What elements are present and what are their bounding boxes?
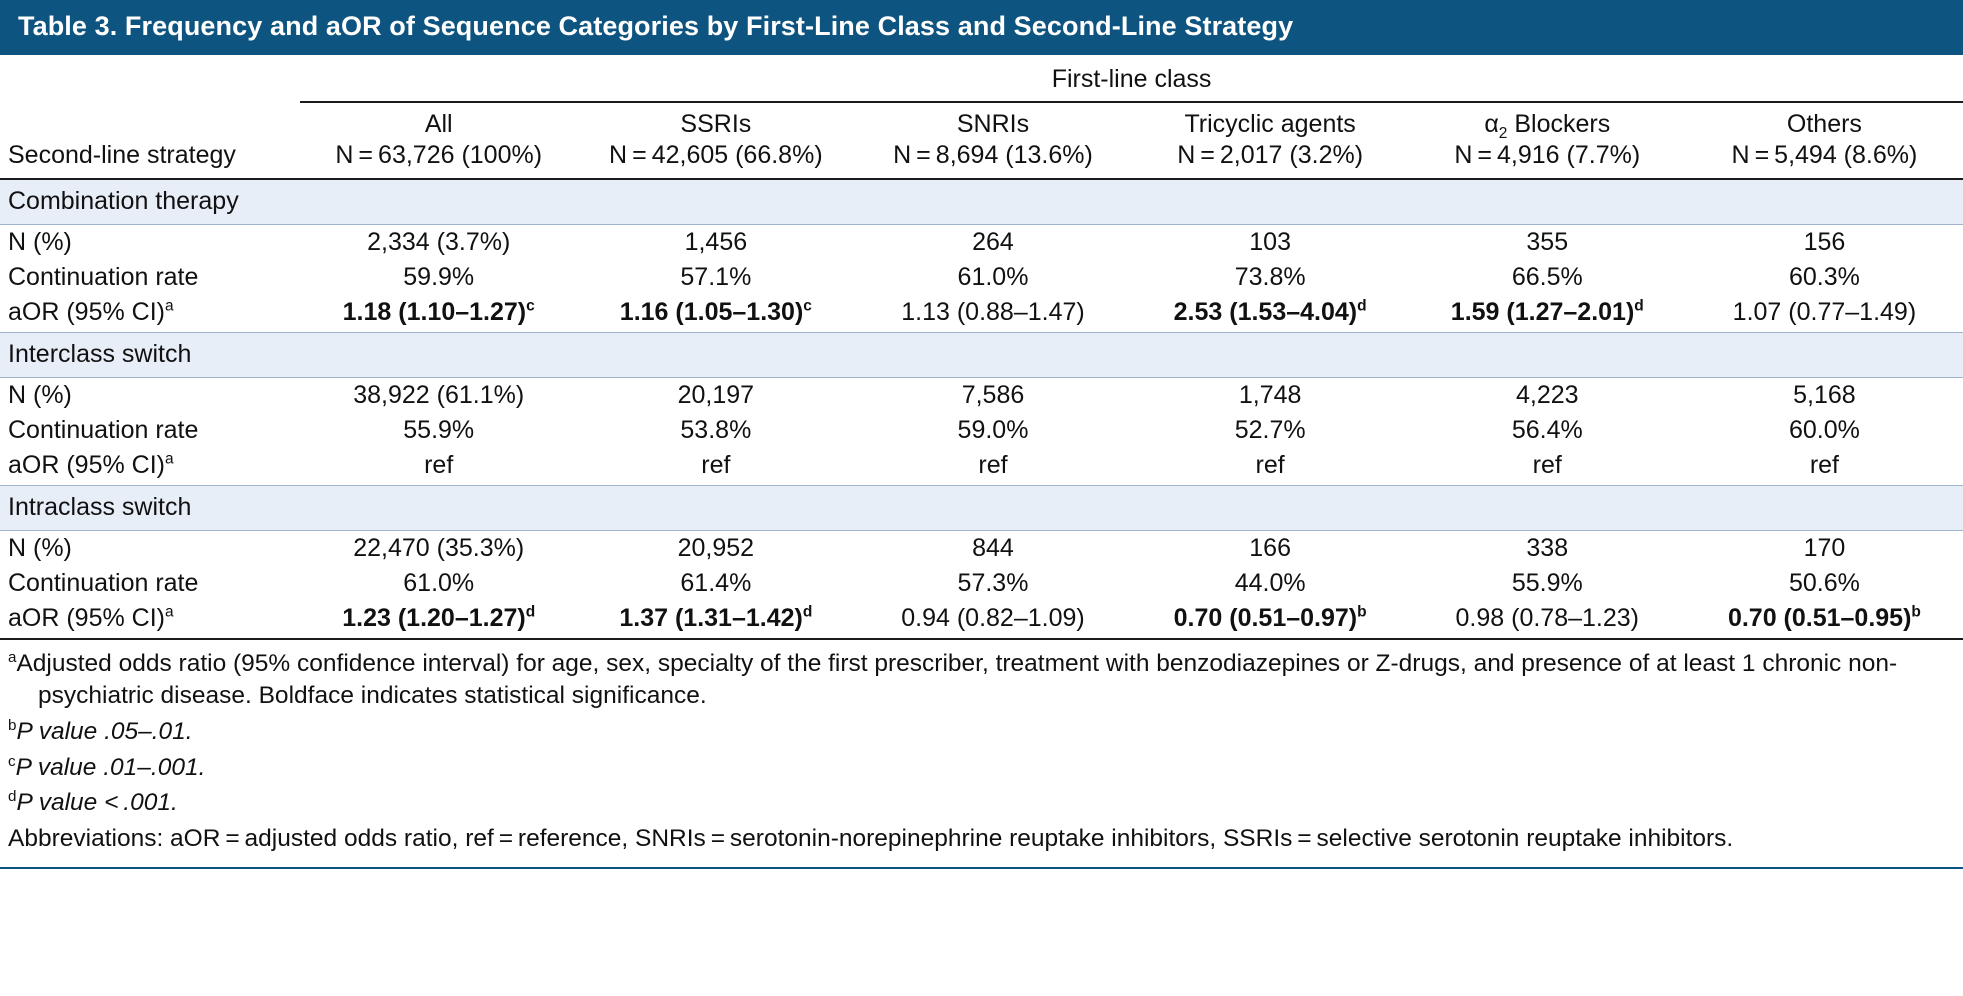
cell-value xyxy=(577,295,854,333)
column-header-tricyclic-agents-label: Tricyclic agents xyxy=(1184,110,1356,138)
row-label: Continuation rate xyxy=(8,569,199,597)
cell-value: 38,922 (61.1%) xyxy=(353,381,525,409)
table-bottom-rule xyxy=(0,867,1963,869)
cell-value: 170 xyxy=(1803,534,1846,562)
cell-text: 1.18 (1.10–1.27) xyxy=(342,298,527,326)
column-header-ssris xyxy=(577,102,854,178)
footnote-marker: c xyxy=(526,297,535,315)
cell-value: 61.0% xyxy=(957,263,1029,291)
table-row xyxy=(0,601,1963,638)
table-row xyxy=(0,260,1963,295)
footnotes-block xyxy=(0,640,1963,861)
row-label-text: aOR (95% CI) xyxy=(8,298,165,326)
row-label xyxy=(0,295,300,333)
row-label-text: aOR (95% CI) xyxy=(8,451,165,479)
cell-value: 166 xyxy=(1249,534,1291,562)
footnote-marker-b: b xyxy=(8,716,17,734)
row-label: N (%) xyxy=(8,534,72,562)
row-label-text: aOR (95% CI) xyxy=(8,604,165,632)
column-header-alpha2-blockers-n: N = 4,916 (7.7%) xyxy=(1454,140,1641,169)
cell-value: 61.0% xyxy=(403,569,475,597)
footnote-b-text: P value .05–.01. xyxy=(16,717,193,745)
cell-value: 55.9% xyxy=(403,416,475,444)
section-label-interclass-switch: Interclass switch xyxy=(0,333,1963,378)
column-header-others xyxy=(1686,102,1963,178)
column-header-snris-label: SNRIs xyxy=(956,110,1030,138)
cell-value: 53.8% xyxy=(680,416,752,444)
column-header-all-label: All xyxy=(424,110,453,138)
footnote-marker: d xyxy=(1357,297,1367,315)
footnote-marker: b xyxy=(1911,603,1921,621)
cell-value: 0.98 (0.78–1.23) xyxy=(1455,604,1640,632)
cell-text: 1.16 (1.05–1.30) xyxy=(619,298,804,326)
row-label: Continuation rate xyxy=(8,416,199,444)
cell-value xyxy=(1132,295,1409,333)
cell-value: 55.9% xyxy=(1511,569,1583,597)
table-row xyxy=(0,378,1963,414)
footnote-marker-a: a xyxy=(8,648,17,666)
column-header-ssris-label: SSRIs xyxy=(680,110,752,138)
cell-value: 57.1% xyxy=(680,263,752,291)
column-header-tricyclic-agents xyxy=(1132,102,1409,178)
cell-text: 1.37 (1.31–1.42) xyxy=(619,604,803,632)
group-header-row xyxy=(0,55,1963,100)
footnote-marker-d: d xyxy=(8,788,17,806)
footnote-marker-c: c xyxy=(8,752,16,770)
cell-value: 5,168 xyxy=(1793,381,1856,409)
footnote-marker: a xyxy=(164,297,174,315)
section-header-row xyxy=(0,486,1963,531)
column-header-others-label: Others xyxy=(1786,110,1862,138)
footnote-c-text: P value .01–.001. xyxy=(15,753,206,781)
cell-value: ref xyxy=(978,451,1008,479)
cell-value: 59.0% xyxy=(957,416,1029,444)
section-header-row xyxy=(0,333,1963,378)
cell-value: 20,197 xyxy=(677,381,755,409)
cell-value xyxy=(300,601,577,638)
cell-text: 2.53 (1.53–4.04) xyxy=(1173,298,1358,326)
table-title: Table 3. Frequency and aOR of Sequence Categories by First-Line Class and Second-Line Strategy xyxy=(0,0,1963,55)
cell-value xyxy=(577,601,854,638)
cell-value: 56.4% xyxy=(1511,416,1583,444)
table-row xyxy=(0,413,1963,448)
footnote-c xyxy=(8,750,1947,786)
cell-value: 338 xyxy=(1526,534,1569,562)
table-row xyxy=(0,295,1963,333)
group-header-spacer xyxy=(0,55,300,100)
cell-value: 60.3% xyxy=(1788,263,1860,291)
row-label xyxy=(0,448,300,486)
column-header-ssris-n: N = 42,605 (66.8%) xyxy=(609,140,823,169)
row-label: Continuation rate xyxy=(8,263,199,291)
cell-value xyxy=(300,295,577,333)
footnote-marker: c xyxy=(803,297,812,315)
column-header-row xyxy=(0,102,1963,178)
column-header-others-n: N = 5,494 (8.6%) xyxy=(1731,140,1918,169)
column-header-snris xyxy=(854,102,1131,178)
footnote-a xyxy=(8,646,1947,714)
footnote-d-text: P value < .001. xyxy=(16,789,178,817)
table-row xyxy=(0,531,1963,567)
column-header-second-line-strategy: Second-line strategy xyxy=(8,141,236,169)
column-header-all-n: N = 63,726 (100%) xyxy=(335,140,543,169)
cell-text: 0.70 (0.51–0.97) xyxy=(1173,604,1358,632)
cell-value: 22,470 (35.3%) xyxy=(353,534,525,562)
footnote-marker: a xyxy=(164,603,174,621)
cell-value: 1,748 xyxy=(1238,381,1302,409)
cell-value: 73.8% xyxy=(1234,263,1306,291)
footnote-marker: d xyxy=(1634,297,1644,315)
footnote-abbreviations xyxy=(8,821,1947,857)
footnote-d-text-wrap xyxy=(8,789,178,816)
table-row xyxy=(0,225,1963,261)
cell-value xyxy=(1132,601,1409,638)
cell-value: 7,586 xyxy=(961,381,1025,409)
footnote-marker: d xyxy=(802,603,813,621)
section-header-row xyxy=(0,179,1963,225)
section-label-intraclass-switch: Intraclass switch xyxy=(0,486,1963,531)
cell-value: 1.07 (0.77–1.49) xyxy=(1732,298,1917,326)
footnote-marker: a xyxy=(164,450,174,468)
column-header-tricyclic-agents-n: N = 2,017 (3.2%) xyxy=(1177,140,1364,169)
cell-value: 2,334 (3.7%) xyxy=(367,228,511,256)
cell-value: 264 xyxy=(972,228,1014,256)
cell-value: ref xyxy=(1532,451,1562,479)
footnote-b xyxy=(8,714,1947,750)
alpha2-subscript: 2 xyxy=(1498,125,1508,142)
table-row xyxy=(0,566,1963,601)
column-header-alpha2-blockers-label: $\alpha_2$ Blockers xyxy=(1484,110,1611,142)
cell-value: 1.13 (0.88–1.47) xyxy=(901,298,1085,326)
footnote-marker: d xyxy=(525,603,536,621)
column-header-snris-n: N = 8,694 (13.6%) xyxy=(893,140,1093,169)
cell-value: 60.0% xyxy=(1788,416,1860,444)
data-table xyxy=(0,55,1963,638)
cell-value: 103 xyxy=(1249,228,1291,256)
footnote-d xyxy=(8,785,1947,821)
section-label-combination-therapy: Combination therapy xyxy=(0,179,1963,225)
cell-value: ref xyxy=(1809,451,1840,479)
cell-value: 50.6% xyxy=(1788,569,1860,597)
cell-value: 52.7% xyxy=(1234,416,1306,444)
cell-text: 0.70 (0.51–0.95) xyxy=(1727,604,1912,632)
cell-value xyxy=(1686,601,1963,638)
cell-value: 4,223 xyxy=(1515,381,1579,409)
cell-value: ref xyxy=(424,451,454,479)
table-row xyxy=(0,448,1963,486)
cell-value: 20,952 xyxy=(677,534,755,562)
footnote-a-text: Adjusted odds ratio (95% confidence interval) for age, sex, specialty of the first prescriber, treatment with benzodiazepines or Z-drugs, and presence of at least 1 chronic non-psychiatric disease. Boldface indicates statistical significance. xyxy=(16,650,1898,709)
cell-value: ref xyxy=(1255,451,1285,479)
cell-value: 0.94 (0.82–1.09) xyxy=(901,604,1085,632)
cell-value xyxy=(1409,295,1686,333)
cell-text: 1.23 (1.20–1.27) xyxy=(342,604,526,632)
column-header-all xyxy=(300,102,577,178)
cell-value: 355 xyxy=(1526,228,1569,256)
cell-value: 57.3% xyxy=(957,569,1029,597)
row-label xyxy=(0,601,300,638)
footnote-a-text-wrap xyxy=(8,648,1947,712)
cell-value: 61.4% xyxy=(680,569,752,597)
footnote-marker: b xyxy=(1357,603,1367,621)
cell-value: 156 xyxy=(1803,228,1846,256)
cell-value: 59.9% xyxy=(403,263,475,291)
row-label: N (%) xyxy=(8,381,72,409)
row-label: N (%) xyxy=(8,228,72,256)
footnote-c-text-wrap xyxy=(8,754,205,781)
footnote-b-text-wrap xyxy=(8,718,193,745)
cell-value: 66.5% xyxy=(1511,263,1583,291)
cell-value: 1,456 xyxy=(684,228,748,256)
footnote-abbreviations-text: Abbreviations: aOR = adjusted odds ratio, ref = reference, SNRIs = serotonin-norepinephrine reuptake inhibitors, SSRIs = selective serotonin reuptake inhibitors. xyxy=(8,825,1734,853)
cell-value: 844 xyxy=(972,534,1014,562)
cell-value: 44.0% xyxy=(1234,569,1306,597)
group-header-first-line-class: First-line class xyxy=(1051,65,1212,93)
column-header-alpha2-blockers xyxy=(1409,102,1686,178)
cell-text: 1.59 (1.27–2.01) xyxy=(1450,298,1635,326)
cell-value: ref xyxy=(701,451,731,479)
